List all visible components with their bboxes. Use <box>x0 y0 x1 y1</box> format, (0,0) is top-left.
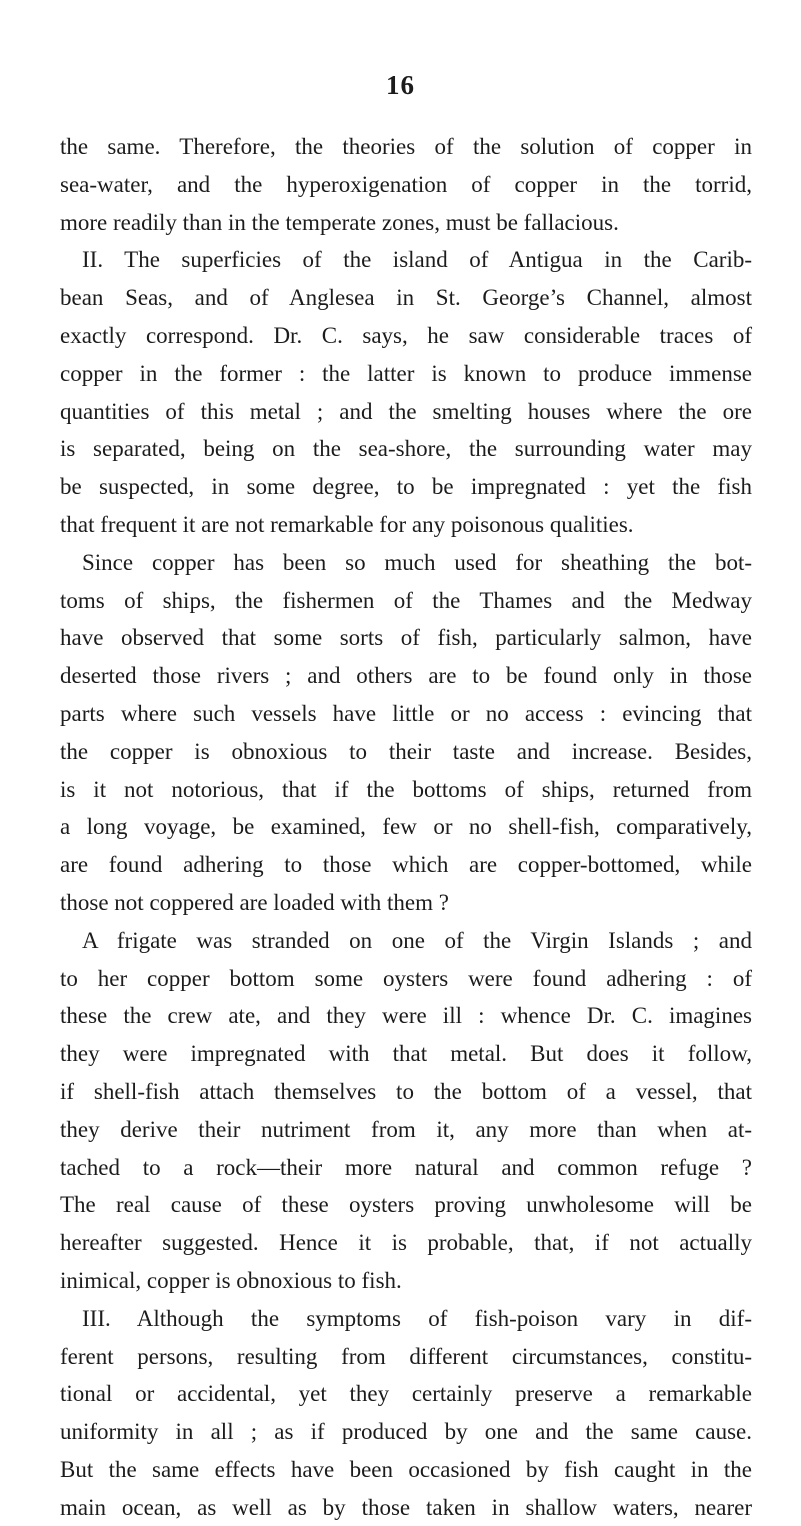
text-line: they were impregnated with that metal. But does it follow, <box>60 1041 752 1067</box>
text-line: be suspected, in some degree, to be impregnated : yet the fish <box>60 474 752 500</box>
text-line: are found adhering to those which are copper-bottomed, while <box>60 852 752 878</box>
text-line: Since copper has been so much used for sheathing the bot- <box>82 549 752 575</box>
text-line: quantities of this metal ; and the smelting houses where the ore <box>60 398 752 424</box>
text-line: a long voyage, be examined, few or no shell-fish, comparatively, <box>60 814 752 840</box>
text-line: they derive their nutriment from it, any more than when at- <box>60 1116 752 1142</box>
text-line: uniformity in all ; as if produced by one and the same cause. <box>60 1419 752 1445</box>
text-line: to her copper bottom some oysters were found adhering : of <box>60 965 752 991</box>
text-line: II. The superficies of the island of Antigua in the Carib- <box>82 247 752 273</box>
text-line: the copper is obnoxious to their taste and increase. Besides, <box>60 738 752 764</box>
text-line: copper in the former : the latter is known to produce immense <box>60 360 752 386</box>
text-line: have observed that some sorts of fish, particularly salmon, have <box>60 625 752 651</box>
text-line: The real cause of these oysters proving unwholesome will be <box>60 1192 752 1218</box>
text-line: sea-water, and the hyperoxigenation of copper in the torrid, <box>60 171 752 197</box>
text-line: deserted those rivers ; and others are to be found only in those <box>60 663 752 689</box>
text-line: bean Seas, and of Anglesea in St. George’s Channel, almost <box>60 285 752 311</box>
text-line: these the crew ate, and they were ill : whence Dr. C. imagines <box>60 1003 752 1029</box>
text-line: is it not notorious, that if the bottoms of ships, returned from <box>60 776 752 802</box>
text-line: inimical, copper is obnoxious to fish. <box>60 1267 402 1293</box>
text-line: parts where such vessels have little or no access : evincing that <box>60 700 752 726</box>
page-number: 16 <box>386 70 415 100</box>
text-line: tional or accidental, yet they certainly preserve a remarkable <box>60 1381 752 1407</box>
text-line: those not coppered are loaded with them ? <box>60 889 449 915</box>
text-line: But the same effects have been occasioned by fish caught in the <box>60 1456 752 1482</box>
text-line: hereafter suggested. Hence it is probable, that, if not actually <box>60 1230 752 1256</box>
text-line: that frequent it are not remarkable for any poisonous qualities. <box>60 511 634 537</box>
text-line: toms of ships, the fishermen of the Thames and the Medway <box>60 587 752 613</box>
text-line: ferent persons, resulting from different circumstances, constitu- <box>60 1343 752 1369</box>
body-text <box>60 128 752 1526</box>
text-line: more readily than in the temperate zones, must be fallacious. <box>60 209 619 235</box>
text-line: exactly correspond. Dr. C. says, he saw considerable traces of <box>60 322 752 348</box>
text-line: is separated, being on the sea-shore, the surrounding water may <box>60 436 752 462</box>
text-line: if shell-fish attach themselves to the bottom of a vessel, that <box>60 1078 752 1104</box>
text-line: tached to a rock—their more natural and common refuge ? <box>60 1154 752 1180</box>
text-line: A frigate was stranded on one of the Virgin Islands ; and <box>82 927 752 953</box>
text-line: main ocean, as well as by those taken in shallow waters, nearer <box>60 1494 752 1520</box>
text-line: the same. Therefore, the theories of the solution of copper in <box>60 134 752 159</box>
text-line: III. Although the symptoms of fish-poison vary in dif- <box>82 1305 752 1331</box>
